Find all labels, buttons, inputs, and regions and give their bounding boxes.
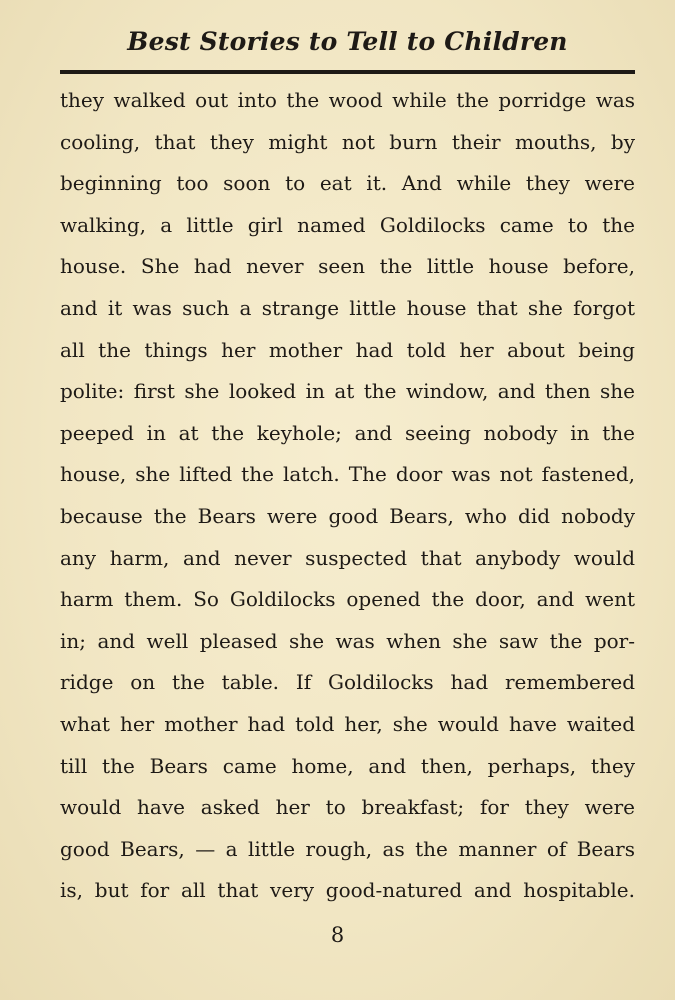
text-line: house, she lifted the latch. The door was not fastened, [60, 462, 635, 487]
text-line: peeped in at the keyhole; and seeing nobody in the [60, 420, 635, 445]
text-line: house. She had never seen the little house before, [60, 254, 635, 279]
page-number: 8 [330, 923, 345, 947]
text-line: beginning too soon to eat it. And while they were [60, 171, 635, 196]
text-line: any harm, and never suspected that anybody would [60, 545, 635, 570]
text-line: till the Bears came home, and then, perhaps, they [60, 753, 635, 778]
text-line: polite: first she looked in at the window, and then she [60, 379, 635, 404]
text-line: walking, a little girl named Goldilocks came to the [60, 212, 635, 237]
text-line: because the Bears were good Bears, who did nobody [60, 503, 635, 528]
text-line: ridge on the table. If Goldilocks had remembered [60, 670, 635, 695]
text-line: cooling, that they might not burn their mouths, by [60, 129, 635, 154]
text-line: is, but for all that very good-natured and hospitable. [60, 878, 635, 903]
text-line: all the things her mother had told her about being [60, 337, 635, 362]
text-line: they walked out into the wood while the porridge was [60, 88, 635, 112]
header-rule [60, 70, 635, 74]
text-line: what her mother had told her, she would have waited [60, 711, 635, 736]
story-text-block [60, 80, 635, 912]
text-line: in; and well pleased she was when she saw the por- [60, 628, 635, 653]
text-line: would have asked her to breakfast; for they were [60, 795, 635, 820]
text-line: and it was such a strange little house that she forgot [60, 295, 635, 320]
running-head-title: Best Stories to Tell to Children [127, 27, 568, 56]
text-line: harm them. So Goldilocks opened the door, and went [60, 587, 635, 612]
text-line: good Bears, — a little rough, as the manner of Bears [60, 836, 635, 861]
